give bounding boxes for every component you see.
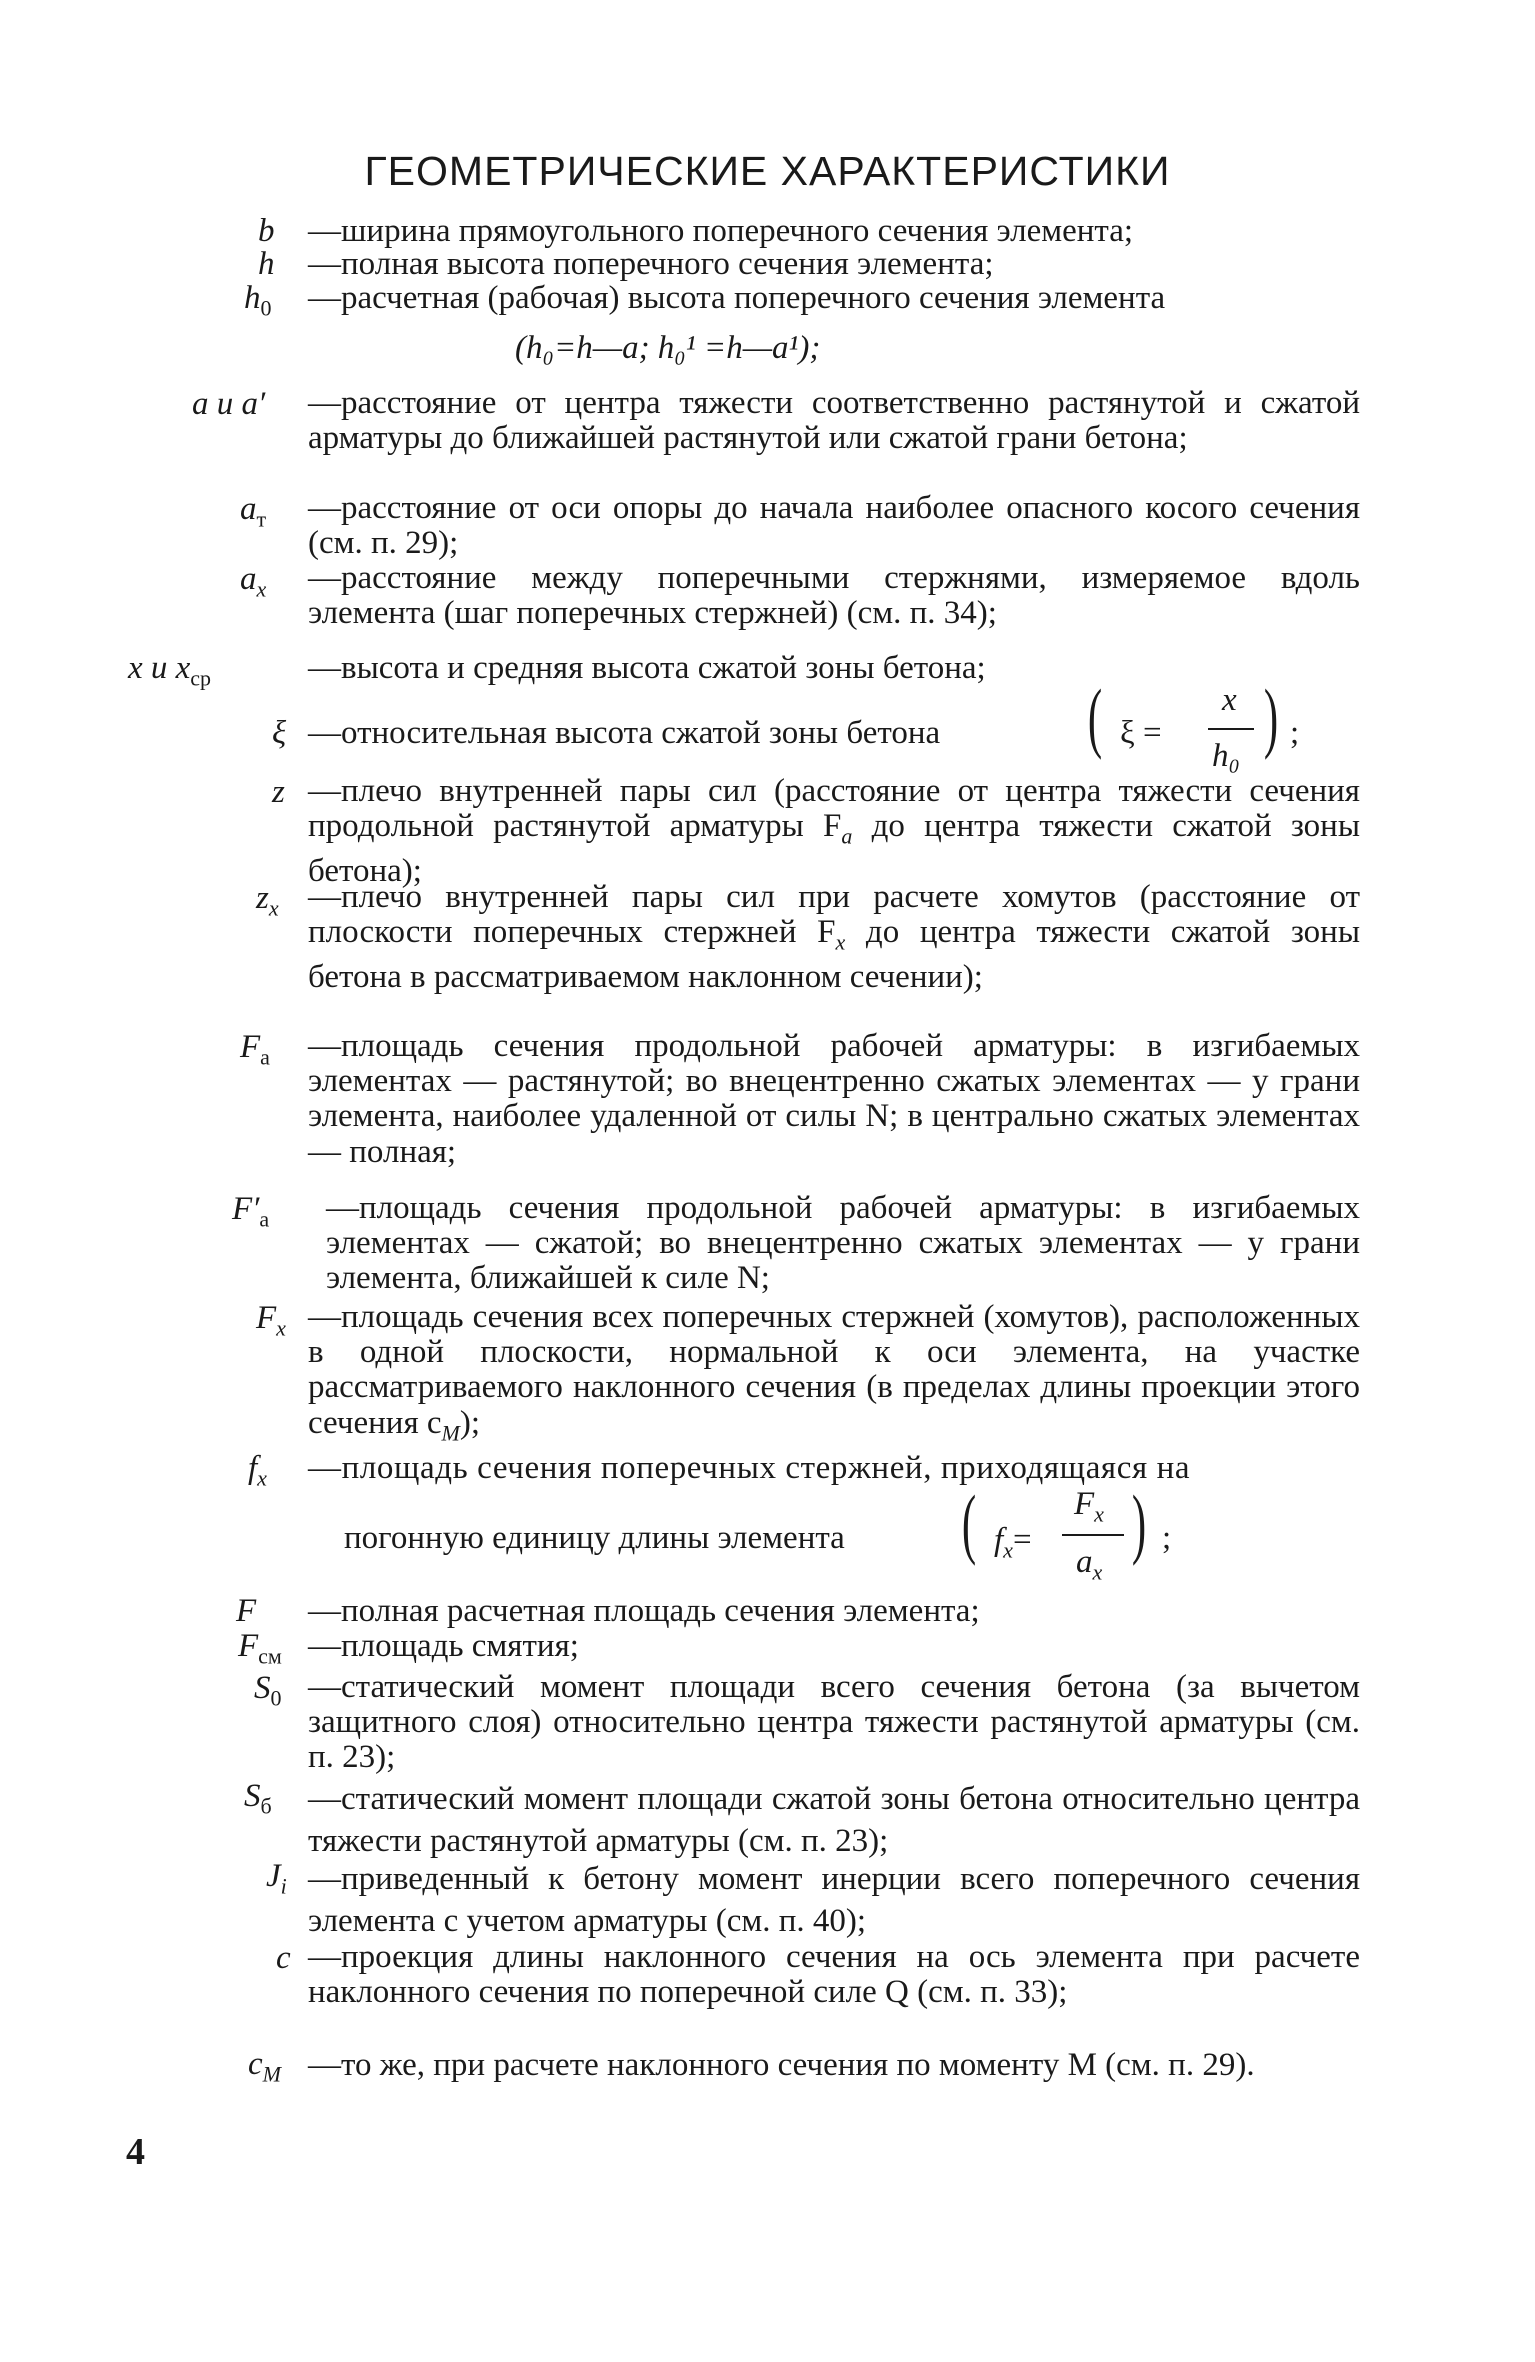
- symbol-at: $a_т$: [240, 491, 267, 532]
- definition-zx: —плечо внутренней пары сил при расчете хомутов (расстояние от плоскости поперечных стержней $F_x$ до центра тяжести сжатой зоны бетона в рассматриваемом наклонном сечении);: [308, 879, 1361, 995]
- page-number: 4: [126, 2131, 145, 2173]
- formula-fx-denominator: $a_x$: [1076, 1544, 1103, 1585]
- symbol-Fa: $F_а$: [240, 1029, 270, 1070]
- symbol-Fa-prime: $F'_а$: [232, 1191, 270, 1232]
- definition-c: —проекция длины наклонного сечения на ось элемента при расчете наклонного сечения по поперечной силе Q (см. п. 33);: [308, 1939, 1360, 2011]
- symbol-a: a и a′: [192, 386, 266, 422]
- symbol-cM: $c_M$: [248, 2046, 281, 2087]
- definition-a: —расстояние от центра тяжести соответственно растянутой и сжатой арматуры до ближайшей растянутой или сжатой грани бетона;: [308, 385, 1360, 457]
- symbol-ax: $a_x$: [240, 561, 267, 602]
- definition-F: —полная расчетная площадь сечения элемента;: [308, 1593, 980, 1629]
- definition-x: —высота и средняя высота сжатой зоны бетона;: [308, 650, 986, 686]
- symbol-Ji: $J_i$: [266, 1858, 287, 1899]
- definition-cM: —то же, при расчете наклонного сечения по моменту M (см. п. 29).: [308, 2047, 1255, 2083]
- formula-fx-numerator: $F_x$: [1074, 1486, 1104, 1527]
- definition-h0: —расчетная (рабочая) высота поперечного сечения элемента: [308, 280, 1166, 316]
- formula-fx-left-paren: (: [961, 1479, 977, 1566]
- definition-ax: —расстояние между поперечными стержнями, измеряемое вдоль элемента (шаг поперечных стержней) (см. п. 34);: [308, 560, 1360, 632]
- formula-fx-fraction-bar: [1062, 1534, 1124, 1536]
- definition-Sb: —статический момент площади сжатой зоны бетона относительно центра тяжести растянутой арматуры (см. п. 23);: [308, 1781, 1360, 1859]
- symbol-h0: $h_0$: [244, 280, 272, 321]
- symbol-x: x и $x_{ср}$: [128, 650, 212, 691]
- definition-Fx: —площадь сечения всех поперечных стержней (хомутов), расположенных в одной плоскости, нормальной к оси элемента, на участке рассматриваемого наклонного сечения (в пределах длины проекции этого сечения $c_M$);: [308, 1299, 1360, 1446]
- symbol-z: z: [272, 774, 285, 810]
- definition-Fa: —площадь сечения продольной рабочей арматуры: в изгибаемых элементах — растянутой; во внецентренно сжатых элементах — у грани элемента, наиболее удаленной от силы N; в центрально сжатых элементах — полная;: [308, 1028, 1360, 1170]
- definition-Fcm: —площадь смятия;: [308, 1628, 579, 1664]
- definition-fx: —площадь сечения поперечных стержней, приходящаяся на: [308, 1450, 1191, 1486]
- definition-xi: —относительная высота сжатой зоны бетона: [308, 715, 941, 751]
- symbol-Fx: $F_x$: [256, 1300, 286, 1341]
- formula-fx-right-paren: ): [1131, 1479, 1147, 1566]
- definition-at: —расстояние от оси опоры до начала наиболее опасного косого сечения (см. п. 29);: [308, 490, 1360, 562]
- definition-b: —ширина прямоугольного поперечного сечения элемента;: [308, 213, 1134, 249]
- formula-xi-tail: ;: [1290, 715, 1300, 751]
- symbol-F: F: [236, 1593, 257, 1629]
- symbol-xi: ξ: [272, 715, 287, 751]
- definition-S0: —статический момент площади всего сечения бетона (за вычетом защитного слоя) относительно центра тяжести растянутой арматуры (см. п. 23);: [308, 1669, 1360, 1776]
- formula-xi-left-paren: (: [1087, 673, 1103, 760]
- symbol-S0: $S_0$: [254, 1670, 282, 1711]
- page-title: ГЕОМЕТРИЧЕСКИЕ ХАРАКТЕРИСТИКИ: [364, 148, 1171, 194]
- symbol-Sb: $S_б$: [244, 1778, 272, 1819]
- symbol-fx: $f_x$: [248, 1450, 267, 1491]
- formula-xi-denominator: h₀: [1212, 738, 1240, 774]
- formula-xi-fraction-bar: [1208, 728, 1254, 730]
- definition-h: —полная высота поперечного сечения элемента;: [308, 246, 994, 282]
- symbol-h: h: [258, 246, 275, 282]
- definition-Fa-prime: —площадь сечения продольной рабочей арматуры: в изгибаемых элементах — сжатой; во внецентренно сжатых элементах — у грани элемента, ближайшей к силе N;: [326, 1190, 1360, 1297]
- formula-xi-numerator: x: [1222, 682, 1237, 718]
- formula-xi-right-paren: ): [1263, 673, 1279, 760]
- definition-Ji: —приведенный к бетону момент инерции всего поперечного сечения элемента с учетом арматуры (см. п. 40);: [308, 1861, 1360, 1939]
- definition-fx-line2: погонную единицу длины элемента: [344, 1520, 845, 1556]
- formula-fx-tail: ;: [1162, 1520, 1172, 1556]
- symbol-b: b: [258, 213, 275, 249]
- definition-z: —плечо внутренней пары сил (расстояние от центра тяжести сечения продольной растянутой арматуры $F_а$ до центра тяжести сжатой зоны бетона);: [308, 773, 1361, 889]
- formula-xi-lhs: ξ =: [1120, 715, 1162, 751]
- symbol-Fcm: $F_{см}$: [238, 1628, 282, 1669]
- formula-h0: (h₀=h—a; h₀¹ =h—a¹);: [515, 330, 821, 366]
- symbol-c: c: [276, 1940, 291, 1976]
- formula-fx-lhs: $f_x=$: [994, 1522, 1032, 1563]
- symbol-zx: $z_x$: [256, 880, 279, 921]
